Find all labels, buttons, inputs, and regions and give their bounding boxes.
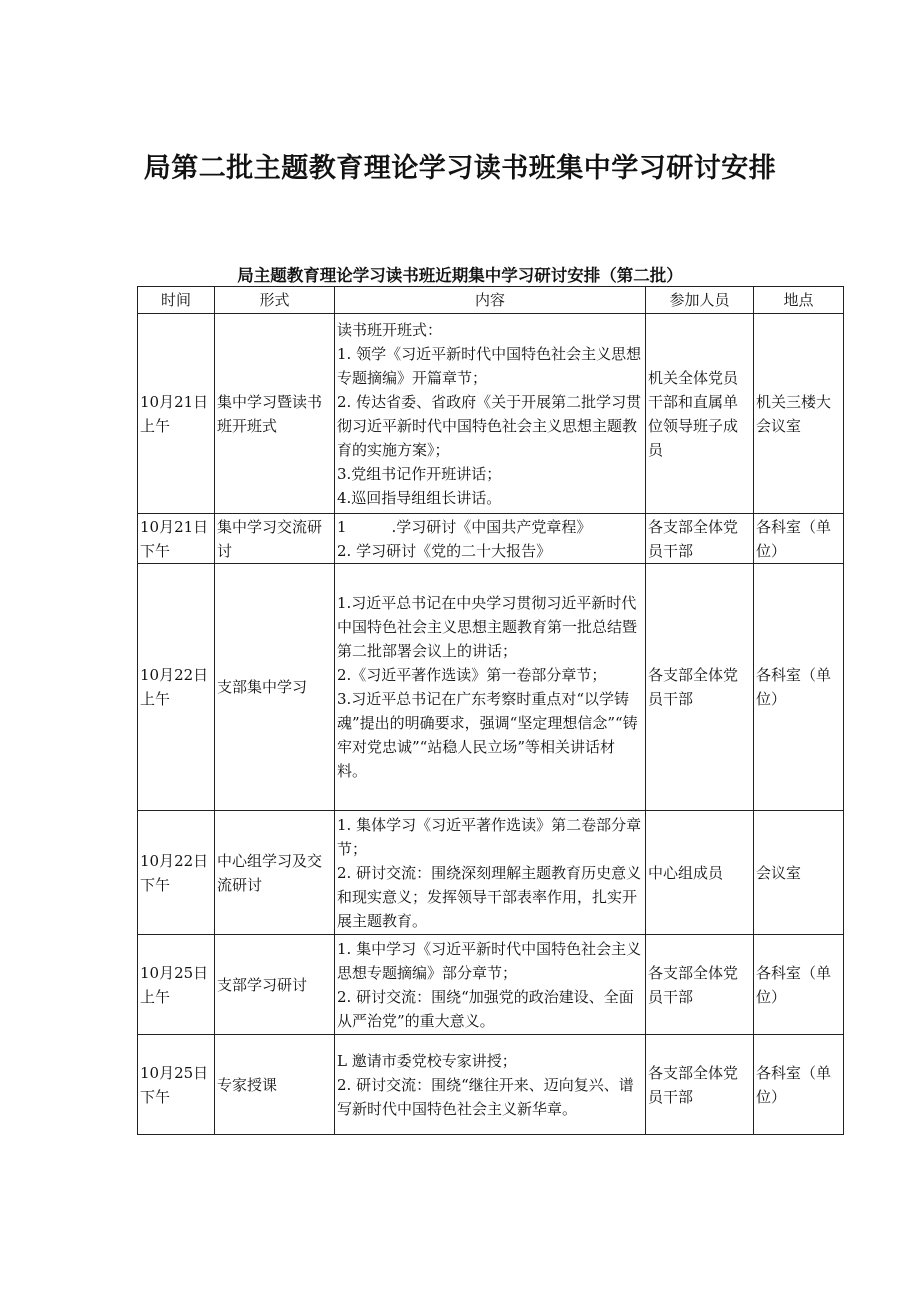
header-attendees: 参加人员 (646, 287, 754, 314)
content-line: 读书班开班式： (337, 320, 443, 339)
header-form: 形式 (215, 287, 335, 314)
cell-content (335, 514, 646, 564)
cell-attendees: 中心组成员 (646, 811, 754, 935)
table-title: 局主题教育理论学习读书班近期集中学习研讨安排（第二批） (237, 266, 683, 285)
document-title: 局第二批主题教育理论学习读书班集中学习研讨安排 (143, 153, 777, 184)
cell-attendees: 各支部全体党员干部 (646, 514, 754, 564)
content-line: 2. 研讨交流：围绕“继往开来、迈向复兴、谱写新时代中国特色社会主义新华章。 (337, 1075, 634, 1118)
cell-content (335, 935, 646, 1035)
content-line: 2. 学习研讨《党的二十大报告》 (337, 541, 552, 560)
content-line: 2. 传达省委、省政府《关于开展第二批学习贯彻习近平新时代中国特色社会主义思想主题教育的实施方案》； (337, 392, 642, 459)
content-line: 1. 集中学习《习近平新时代中国特色社会主义思想专题摘编》部分章节； (337, 939, 642, 982)
header-location: 地点 (754, 287, 844, 314)
header-time: 时间 (138, 287, 215, 314)
cell-location: 各科室（单位） (754, 564, 844, 811)
content-line: 2.《习近平著作选读》第一卷部分章节； (337, 666, 607, 684)
cell-content (335, 811, 646, 935)
table-row (138, 935, 844, 1035)
header-content: 内容 (335, 287, 646, 314)
table-header-row (138, 287, 844, 314)
content-line: 3.党组书记作开班讲话； (337, 464, 502, 483)
content-line: 3.习近平总书记在广东考察时重点对“以学铸魂”提出的明确要求，强调“坚定理想信念”“铸牢对党忠诚”“站稳人民立场”等相关讲话材料。 (337, 690, 638, 780)
table-row (138, 1035, 844, 1135)
cell-attendees: 机关全体党员干部和直属单位领导班子成员 (646, 314, 754, 514)
cell-content (335, 1035, 646, 1135)
cell-form: 支部集中学习 (215, 564, 335, 811)
cell-time: 10月22日上午 (138, 564, 215, 811)
cell-location: 会议室 (754, 811, 844, 935)
cell-time: 10月25日上午 (138, 935, 215, 1035)
schedule-table (137, 286, 844, 1135)
cell-location: 机关三楼大会议室 (754, 314, 844, 514)
cell-attendees: 各支部全体党员干部 (646, 935, 754, 1035)
content-line: 1. 领学《习近平新时代中国特色社会主义思想专题摘编》开篇章节； (337, 344, 642, 387)
cell-attendees: 各支部全体党员干部 (646, 564, 754, 811)
cell-form: 集中学习暨读书班开班式 (215, 314, 335, 514)
table-row (138, 811, 844, 935)
cell-time: 10月21日上午 (138, 314, 215, 514)
cell-form: 专家授课 (215, 1035, 335, 1135)
cell-content (335, 314, 646, 514)
table-row (138, 564, 844, 811)
cell-content (335, 564, 646, 811)
content-line: L 邀请市委党校专家讲授； (337, 1051, 517, 1070)
content-line: 1 .学习研讨《中国共产党章程》 (337, 517, 592, 536)
cell-attendees: 各支部全体党员干部 (646, 1035, 754, 1135)
table-row (138, 514, 844, 564)
cell-time: 10月21日下午 (138, 514, 215, 564)
cell-location: 各科室（单位） (754, 1035, 844, 1135)
table-row (138, 314, 844, 514)
cell-form: 中心组学习及交流研讨 (215, 811, 335, 935)
cell-location: 各科室（单位） (754, 935, 844, 1035)
content-line: 4.巡回指导组组长讲话。 (337, 488, 502, 507)
cell-form: 集中学习交流研讨 (215, 514, 335, 564)
content-line: 1.习近平总书记在中央学习贯彻习近平新时代中国特色社会主义思想主题教育第一批总结暨第二批部署会议上的讲话； (337, 594, 638, 660)
cell-location: 各科室（单位） (754, 514, 844, 564)
content-line: 1. 集体学习《习近平著作选读》第二卷部分章节； (337, 815, 642, 858)
content-line: 2. 研讨交流：围绕“加强党的政治建设、全面从严治党”的重大意义。 (337, 987, 634, 1030)
cell-time: 10月25日下午 (138, 1035, 215, 1135)
cell-form: 支部学习研讨 (215, 935, 335, 1035)
content-line: 2. 研讨交流：围绕深刻理解主题教育历史意义和现实意义；发挥领导干部表率作用，扎实开展主题教育。 (337, 863, 642, 930)
cell-time: 10月22日下午 (138, 811, 215, 935)
